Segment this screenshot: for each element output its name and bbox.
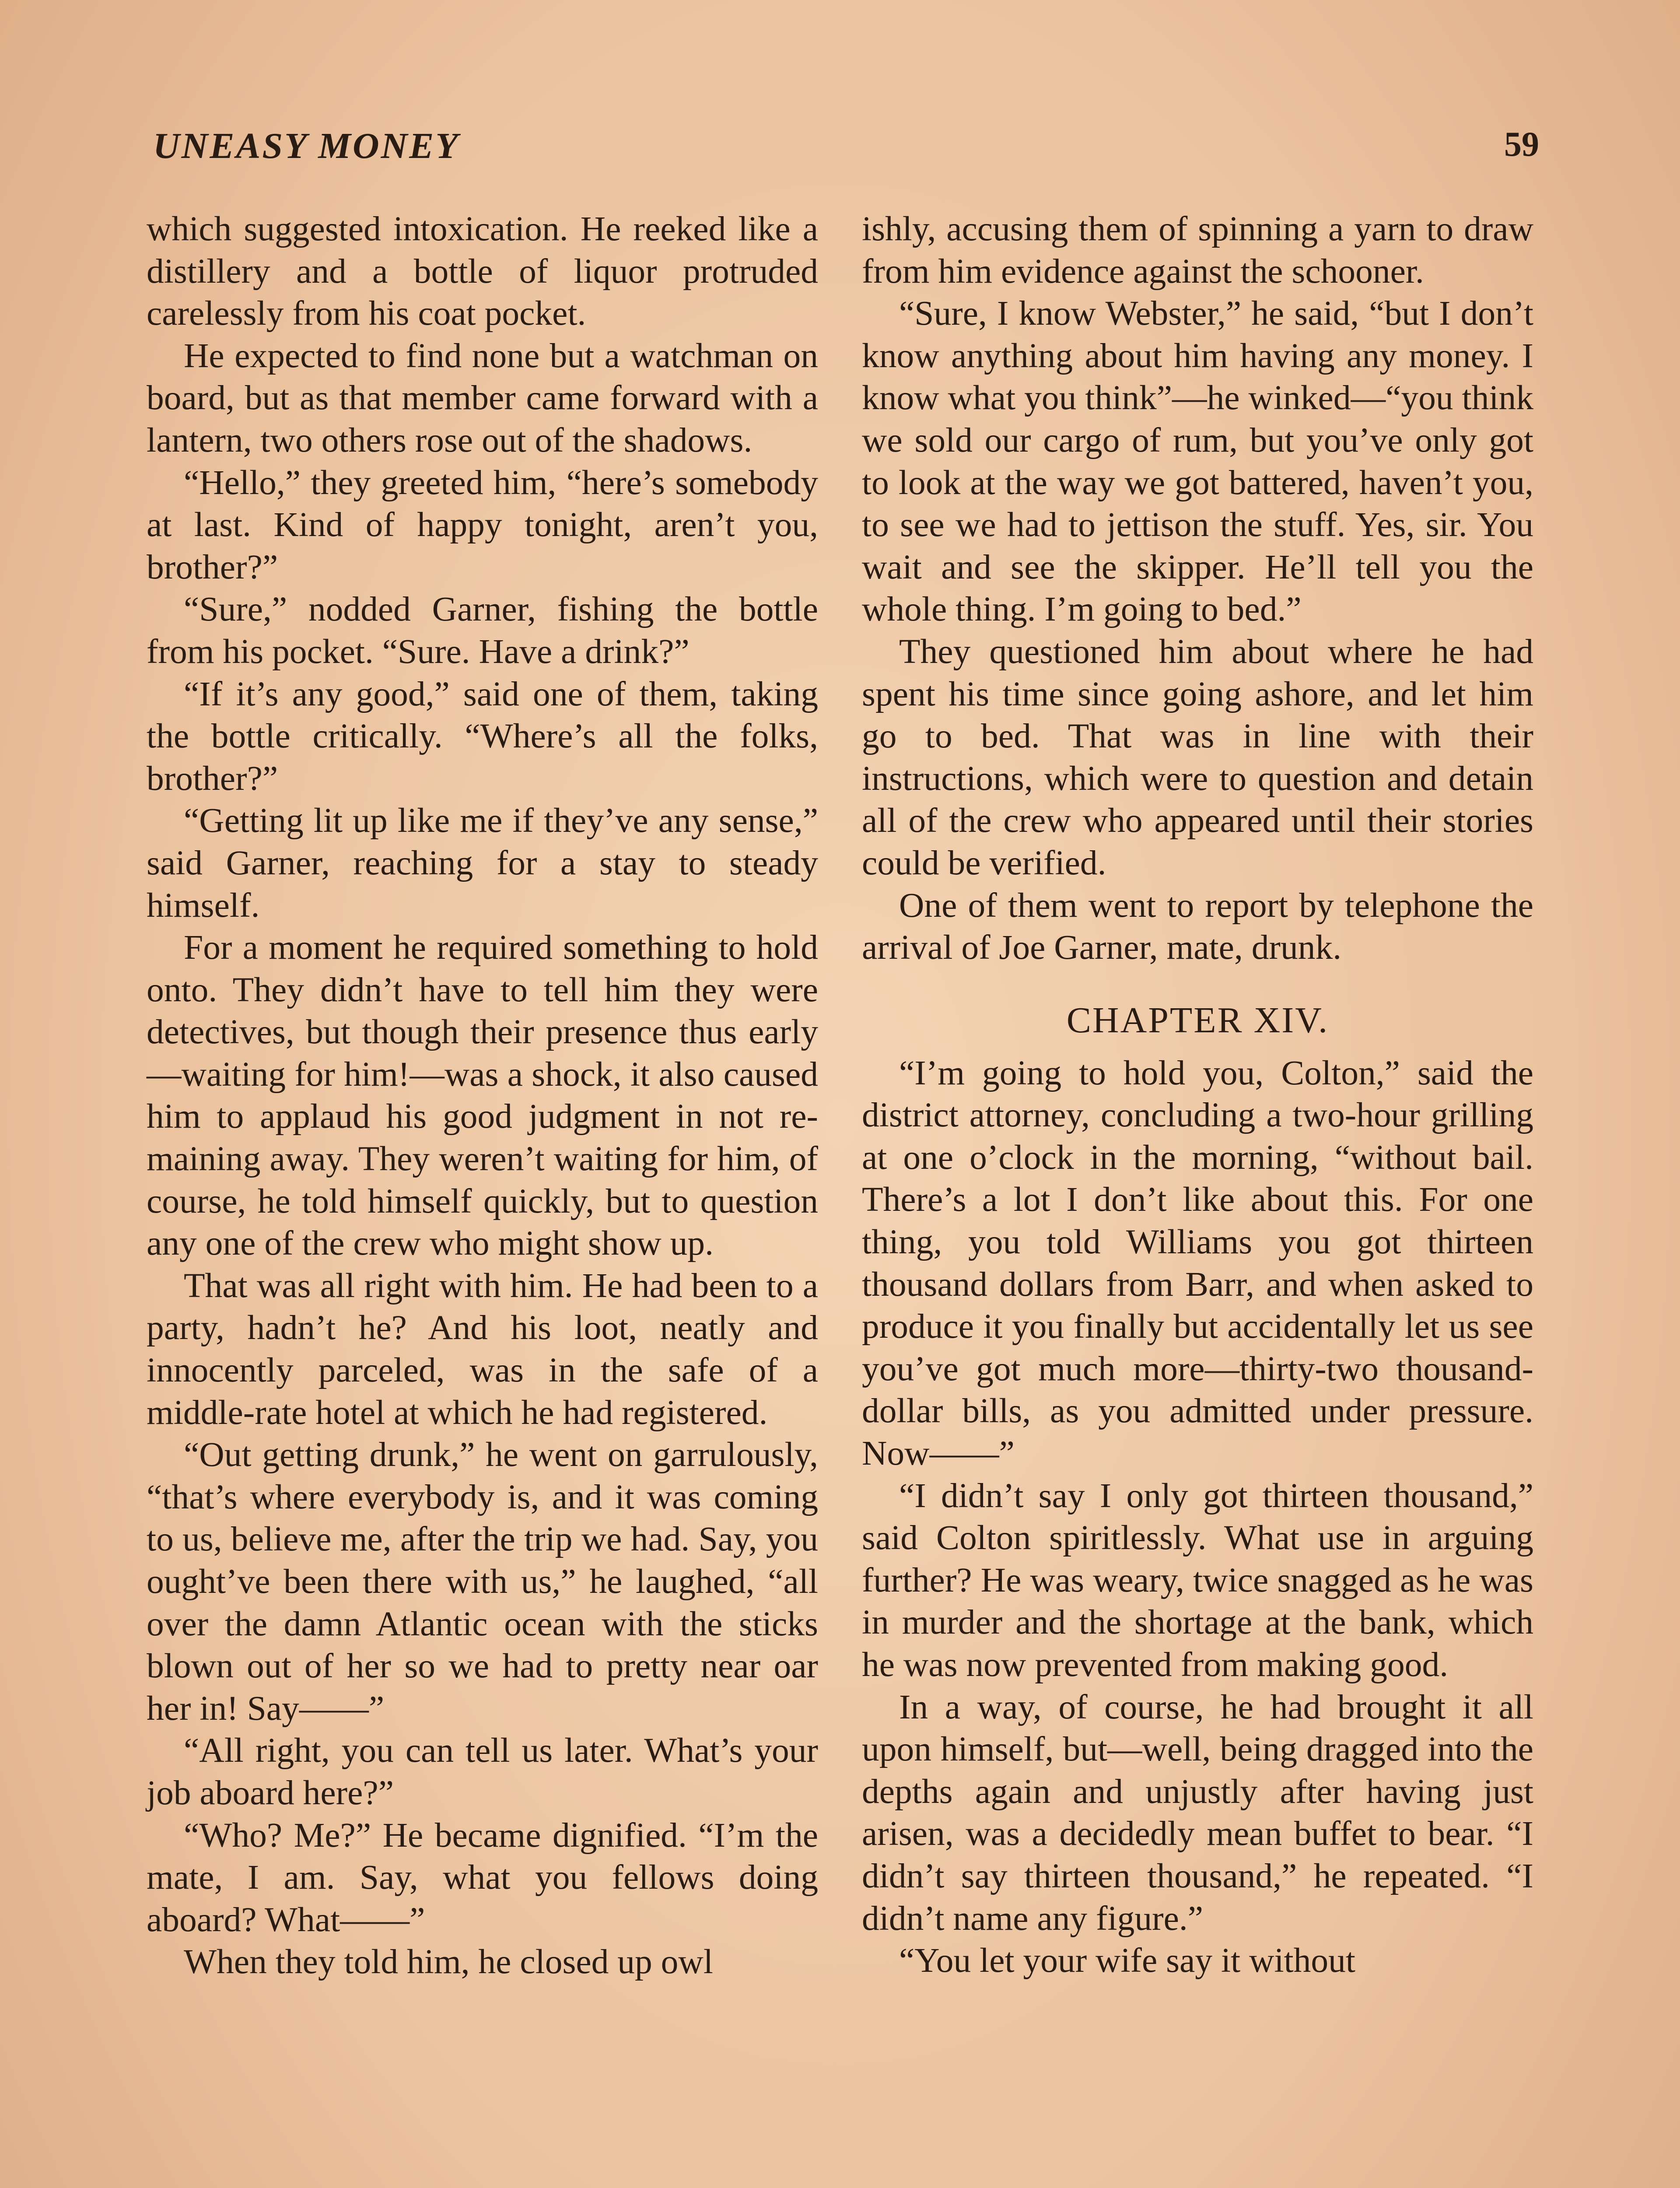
paragraph: For a moment he required something to hold onto. They didn’t have to tell him they were detectives, but though their presence thus early—waiting for him!—was a shock, it also caused him to applaud his good judgment in not remaining away. They weren’t waiting for him, of course, he told himself quickly, but to question any one of the crew who might show up. [147,928,818,1263]
paragraph: “If it’s any good,” said one of them, taking the bottle critically. “Where’s all the folks, brother?” [147,674,818,798]
paragraph: ishly, accusing them of spinning a yarn to draw from him evidence against the schooner. [862,210,1533,291]
paragraph: “Getting lit up like me if they’ve any sense,” said Garner, reaching for a stay to steady himself. [147,801,818,925]
paragraph: One of them went to report by telephone the arrival of Joe Garner, mate, drunk. [862,886,1533,967]
paragraph: He expected to find none but a watchman on board, but as that member came forward with a lantern, two others rose out of the shadows. [147,336,818,459]
paragraph: “Hello,” they greeted him, “here’s somebody at last. Kind of happy tonight, aren’t you, brother?” [147,463,818,586]
running-head: UNEASY MONEY [153,126,460,166]
paragraph: “I didn’t say I only got thirteen thousand,” said Colton spiritlessly. What use in arguing further? He was weary, twice snagged as he was in murder and the shortage at the bank, which he was now prevented from making good. [862,1476,1533,1684]
paragraph: They questioned him about where he had spent his time since going ashore, and let him go to bed. That was in line with their instructions, which were to question and detain all of the crew who appeared until their stories could be verified. [862,632,1533,882]
paragraph: “Who? Me?” He became dignified. “I’m the mate, I am. Say, what you fellows doing aboard? What——” [147,1816,818,1939]
paragraph: That was all right with him. He had been to a party, hadn’t he? And his loot, neatly and innocently parceled, was in the safe of a middle-rate hotel at which he had registered. [147,1266,818,1432]
paragraph: “I’m going to hold you, Colton,” said the district attorney, concluding a two-hour grilling at one o’clock in the morning, “without bail. There’s a lot I don’t like about this. For one thing, you told Williams you got thirteen thousand dollars from Barr, and when asked to produce it you finally but accidentally let us see you’ve got much more—thirty-two thousand-dollar bills, as you admitted under pressure. Now——” [862,1053,1533,1473]
paragraph: “Sure,” nodded Garner, fishing the bottle from his pocket. “Sure. Have a drink?” [147,590,818,671]
paragraph: “Out getting drunk,” he went on garrulously, “that’s where everybody is, and it was coming to us, believe me, after the trip we had. Say, you ought’ve been there with us,” he laughed, “all over the damn Atlantic ocean with the sticks blown out of her so we had to pretty near oar her in! Say——” [147,1435,818,1728]
page-number: 59 [1504,125,1539,164]
paragraph: “All right, you can tell us later. What’s your job aboard here?” [147,1731,818,1812]
paragraph: In a way, of course, he had brought it all upon himself, but—well, being dragged into the depths again and unjustly after having just arisen, was a decidedly mean buffet to bear. “I didn’t say thirteen thousand,” he repeated. “I didn’t name any figure.” [862,1687,1533,1938]
paragraph: “You let your wife say it without [899,1941,1356,1980]
paragraph: which suggested intoxication. He reeked like a distillery and a bottle of liquor protruded carelessly from his coat pocket. [147,210,818,333]
left-column [147,208,818,1983]
paragraph: “Sure, I know Webster,” he said, “but I don’t know anything about him having any money. I know what you think”—he winked—“you think we sold our cargo of rum, but you’ve only got to look at the way we got battered, haven’t you, to see we had to jettison the stuff. Yes, sir. You wait and see the skipper. He’ll tell you the whole thing. I’m going to bed.” [862,294,1533,629]
chapter-heading: CHAPTER XIV. [1066,999,1329,1041]
paragraph: When they told him, he closed up owl [184,1943,713,1981]
right-column [862,208,1533,1982]
